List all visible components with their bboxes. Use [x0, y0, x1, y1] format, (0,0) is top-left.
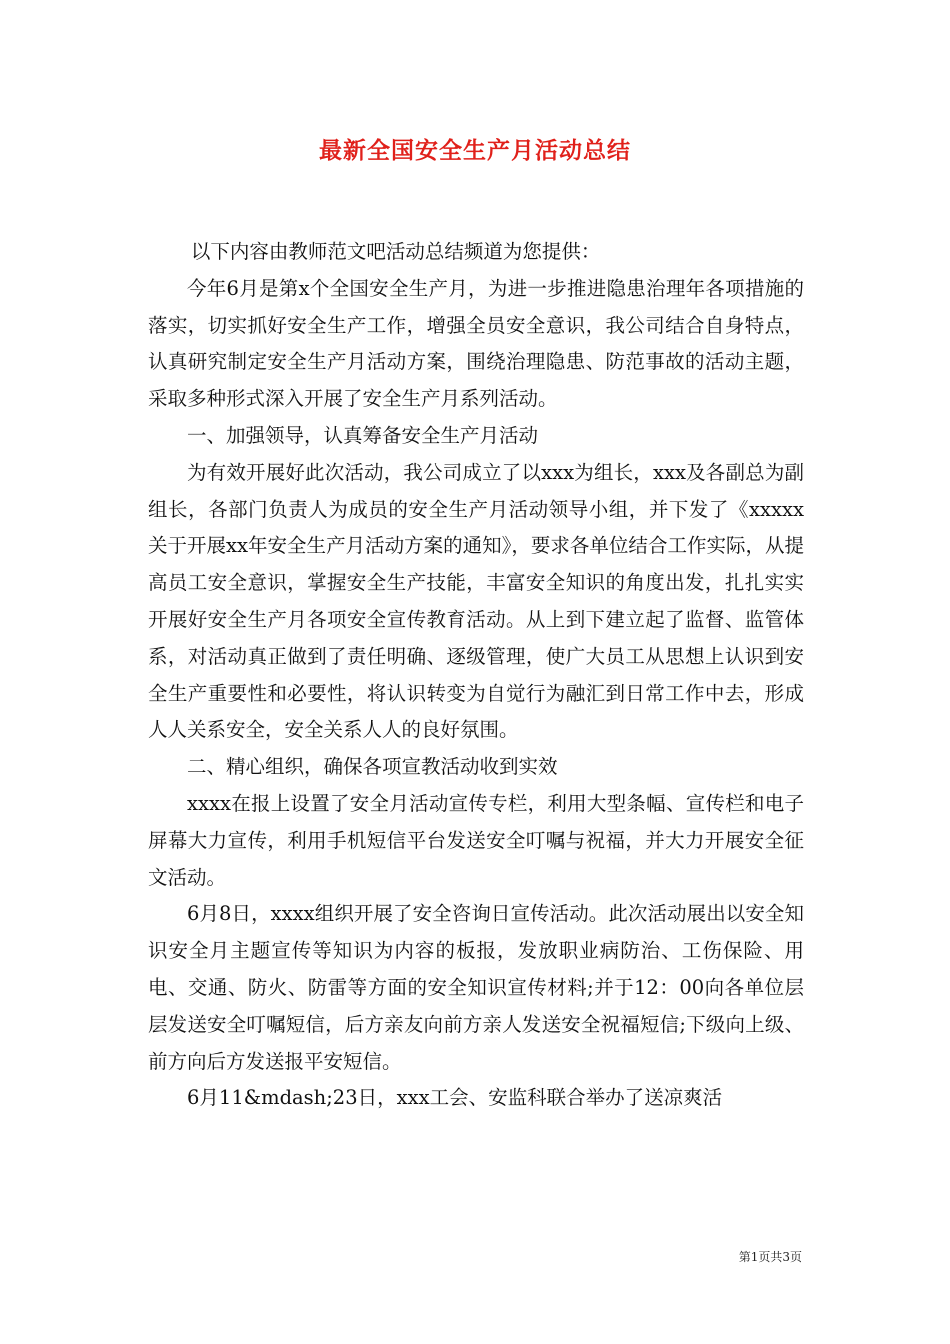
body-paragraph: 今年6月是第x个全国安全生产月，为进一步推进隐患治理年各项措施的落实，切实抓好安全生产工作，增强全员安全意识，我公司结合自身特点，认真研究制定安全生产月活动方案，围绕治理隐患、防范事故的活动主题，采取多种形式深入开展了安全生产月系列活动。 — [148, 276, 804, 411]
page-title: 最新全国安全生产月活动总结 — [319, 137, 631, 164]
section-heading: 二、精心组织，确保各项宣教活动收到实效 — [187, 755, 558, 779]
body-paragraph: 6月8日，xxxx组织开展了安全咨询日宣传活动。此次活动展出以安全知识安全月主题宣传等知识为内容的板报，发放职业病防治、工伤保险、用电、交通、防火、防雷等方面的安全知识宣传材料;并于12：00向各单位层层发送安全叮嘱短信，后方亲友向前方亲人发送安全祝福短信;下级向上级、前方向后方发送报平安短信。 — [148, 902, 804, 1073]
page-number: 第1页共3页 — [738, 1250, 802, 1264]
body-paragraph: xxxx在报上设置了安全月活动宣传专栏，利用大型条幅、宣传栏和电子屏幕大力宣传，利用手机短信平台发送安全叮嘱与祝福，并大力开展安全征文活动。 — [148, 791, 804, 889]
intro-paragraph: 以下内容由教师范文吧活动总结频道为您提供： — [190, 240, 601, 263]
body-paragraph: 为有效开展好此次活动，我公司成立了以xxx为组长，xxx及各副总为副组长，各部门负责人为成员的安全生产月活动领导小组，并下发了《xxxxx关于开展xx年安全生产月活动方案的通知》，要求各单位结合工作实际，从提高员工安全意识，掌握安全生产技能，丰富安全知识的角度出发，扎扎实实开展好安全生产月各项安全宣传教育活动。从上到下建立起了监督、监管体系，对活动真正做到了责任明确、逐级管理，使广大员工从思想上认识到安全生产重要性和必要性，将认识转变为自觉行为融汇到日常工作中去，形成人人关系安全，安全关系人人的良好氛围。 — [148, 460, 804, 742]
document-body — [148, 234, 804, 1117]
section-heading: 一、加强领导，认真筹备安全生产月活动 — [187, 423, 539, 447]
body-paragraph: 6月11&mdash;23日，xxx工会、安监科联合举办了送凉爽活 — [187, 1086, 723, 1110]
